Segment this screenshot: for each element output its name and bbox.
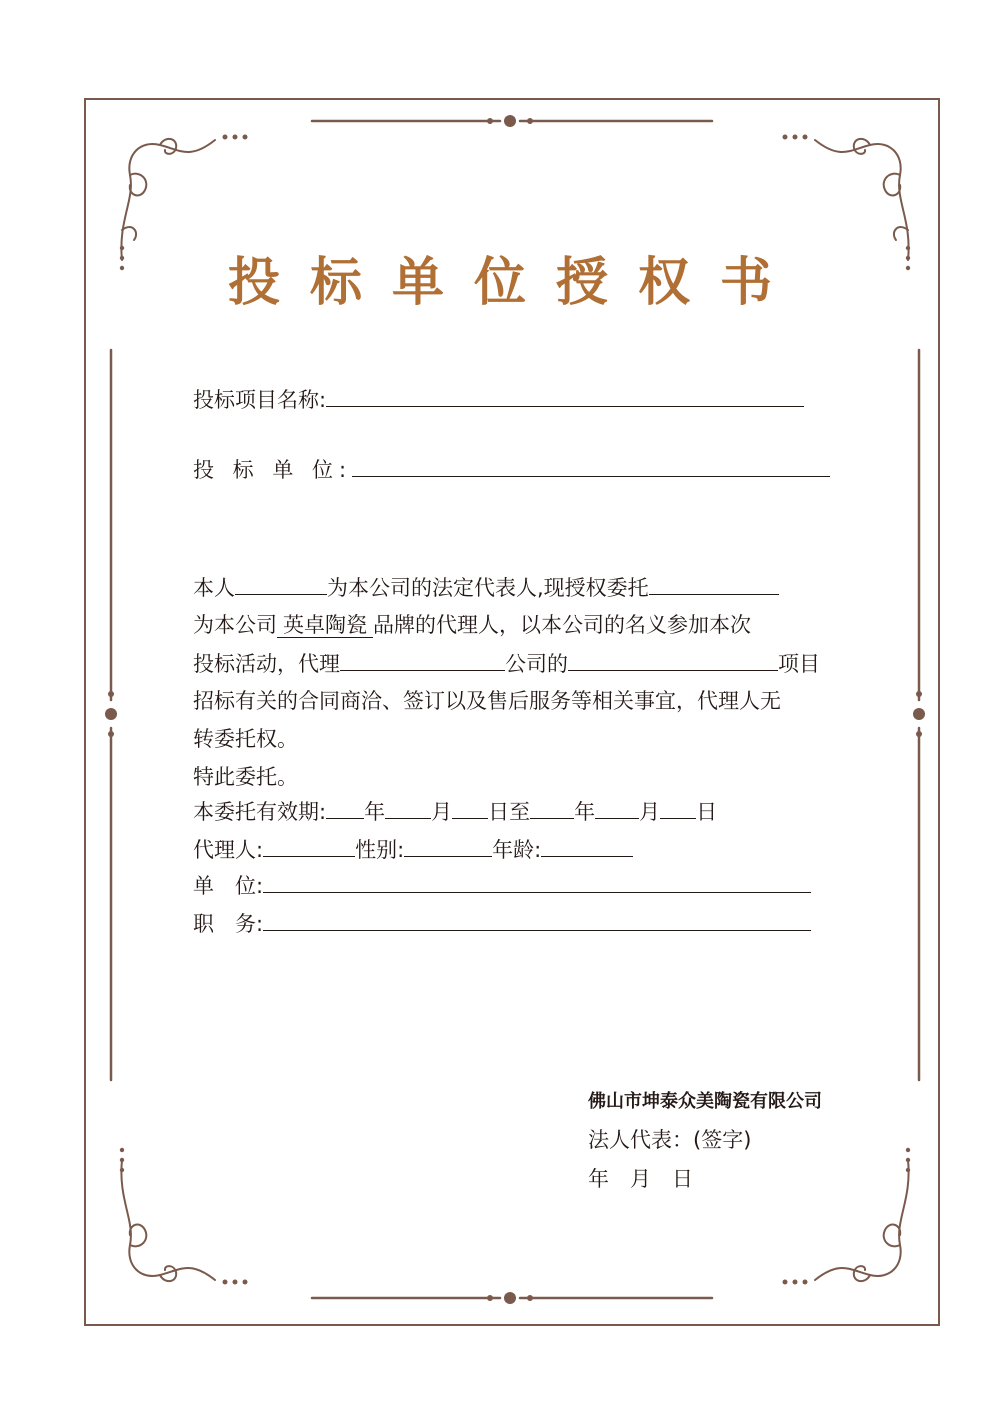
body-text: 为本公司的法定代表人,现授权委托 — [327, 576, 649, 600]
gender-label: 性别: — [355, 838, 405, 862]
position-row — [193, 910, 811, 937]
body-text: 投标活动，代理 — [193, 652, 340, 676]
age-label: 年龄: — [492, 838, 542, 862]
project-name-row — [193, 386, 804, 413]
day-to-label: 日至 — [488, 800, 531, 824]
body-line-5: 转委托权。 — [193, 727, 298, 751]
position-blank[interactable] — [263, 910, 811, 931]
month2-label: 月 — [639, 800, 661, 824]
day-blank[interactable] — [452, 798, 488, 819]
year2-blank[interactable] — [530, 798, 574, 819]
document-title: 投标单位授权书 — [227, 252, 802, 313]
unit-blank[interactable] — [263, 872, 811, 893]
body-text: 本人 — [193, 576, 235, 600]
agent-label: 代理人: — [193, 838, 264, 862]
body-line-1 — [193, 574, 779, 601]
agent-row — [193, 836, 633, 863]
project-name-blank[interactable] — [326, 386, 804, 407]
validity-row — [193, 798, 717, 825]
signature-date: 年 月 日 — [588, 1167, 693, 1191]
agent-blank[interactable] — [263, 836, 355, 857]
year2-label: 年 — [574, 800, 596, 824]
legal-rep-signature: 法人代表：(签字) — [588, 1128, 752, 1152]
month-blank[interactable] — [385, 798, 431, 819]
project-blank[interactable] — [568, 650, 778, 671]
brand-name: 英卓陶瓷 — [277, 613, 373, 638]
unit-row — [193, 872, 811, 899]
gender-blank[interactable] — [404, 836, 492, 857]
position-label: 职 务: — [193, 912, 264, 936]
body-line-2 — [193, 612, 751, 638]
unit-label: 单 位: — [193, 874, 264, 898]
body-text: 项目 — [778, 652, 820, 676]
project-name-label: 投标项目名称: — [193, 388, 327, 412]
month-label: 月 — [431, 800, 453, 824]
bidder-label: 投 标 单 位: — [193, 458, 353, 482]
body-line-4: 招标有关的合同商洽、签订以及售后服务等相关事宜，代理人无 — [193, 689, 781, 713]
company-blank[interactable] — [340, 650, 505, 671]
year-label: 年 — [364, 800, 386, 824]
body-line-3 — [193, 650, 820, 677]
day2-label: 日 — [696, 800, 718, 824]
year-blank[interactable] — [326, 798, 364, 819]
body-text: 公司的 — [505, 652, 568, 676]
bidder-blank[interactable] — [352, 456, 830, 477]
body-text: 品牌的代理人，以本公司的名义参加本次 — [373, 613, 751, 637]
day2-blank[interactable] — [660, 798, 696, 819]
body-text: 为本公司 — [193, 613, 277, 637]
body-line-6: 特此委托。 — [193, 765, 298, 789]
age-blank[interactable] — [541, 836, 633, 857]
bidder-row — [193, 456, 830, 483]
company-name: 佛山市坤泰众美陶瓷有限公司 — [588, 1091, 822, 1112]
month2-blank[interactable] — [595, 798, 639, 819]
validity-label: 本委托有效期: — [193, 800, 327, 824]
legal-rep-name-blank[interactable] — [235, 574, 327, 595]
agent-name-blank[interactable] — [649, 574, 779, 595]
